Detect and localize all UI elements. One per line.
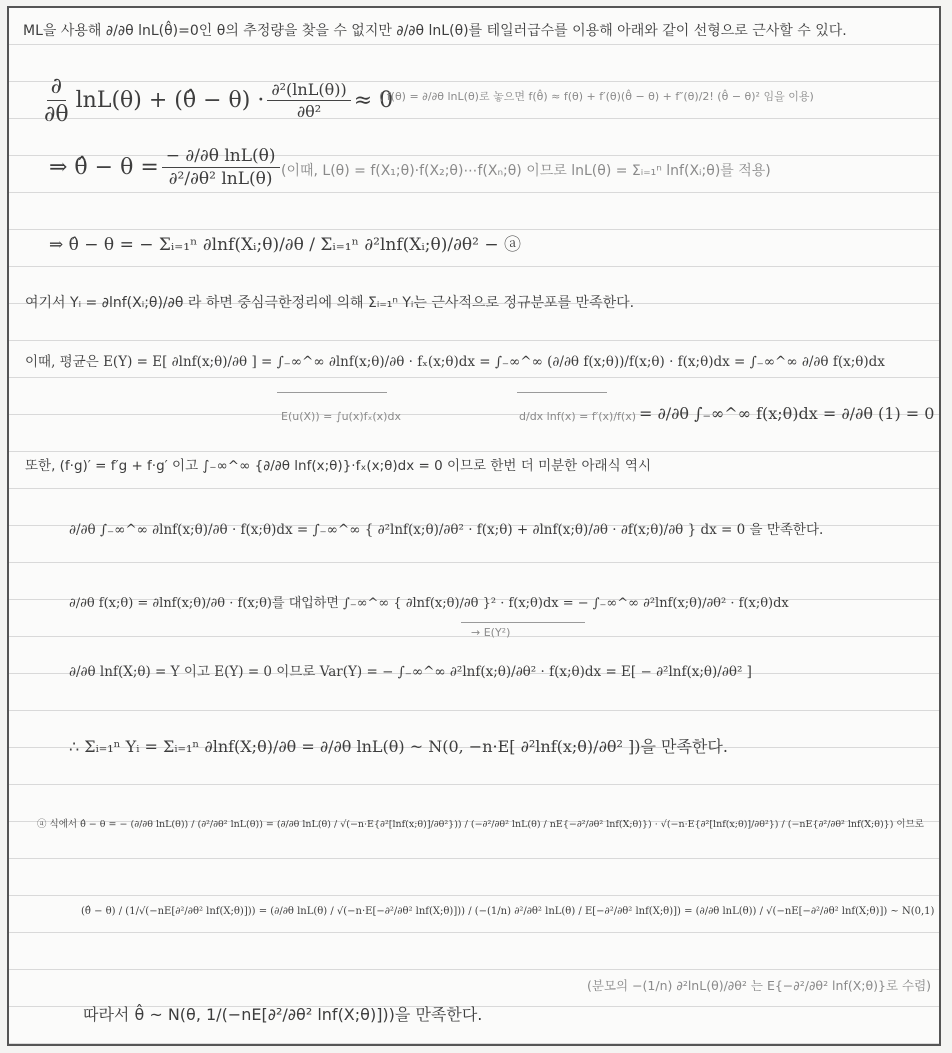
mean-derivation: 이때, 평균은 E(Y) = E[ ∂lnf(x;θ)/∂θ ] = ∫₋∞^∞ ∂lnf(x;θ)/∂θ · fₓ(x;θ)dx = ∫₋∞^∞ (∂/∂θ f(x;θ))/f(x;θ) · f(x;θ)dx = ∫₋∞^∞ ∂/∂θ f(x;θ)dx <box>25 354 885 370</box>
notebook-page <box>7 6 941 1046</box>
sum-distribution: ∴ Σᵢ₌₁ⁿ Yᵢ = Σᵢ₌₁ⁿ ∂lnf(X;θ)/∂θ = ∂/∂θ lnL(θ) ~ N(0, −n·E[ ∂²lnf(x;θ)/∂θ² ])을 만족한다. <box>69 737 728 756</box>
variance-equation: ∂/∂θ lnf(X;θ) = Y 이고 E(Y) = 0 이므로 Var(Y) = − ∫₋∞^∞ ∂²lnf(x;θ)/∂θ² · f(x;θ)dx = E[ − ∂²lnf(x;θ)/∂θ² ] <box>69 664 752 680</box>
product-rule-statement: 또한, (f·g)′ = f′g + f·g′ 이고 ∫₋∞^∞ {∂/∂θ lnf(x;θ)}·fₓ(x;θ)dx = 0 이므로 한번 더 미분한 아래식 역시 <box>25 458 652 474</box>
taylor-equation: $\frac{\partial}{\partial\theta}$ lnL(θ) + (θ̂ − θ) · $\frac{\text{∂²(lnL(θ))}}{\text{∂θ²}}$ ≈ 0 <box>44 74 394 127</box>
hint-arrow-1 <box>277 392 387 393</box>
final-conclusion: 따라서 θ̂ ~ N(θ, 1/(−nE[∂²/∂θ² lnf(X;θ)]))을 만족한다. <box>83 1005 483 1024</box>
standardized-equation: (θ̂ − θ) / (1/√(−nE[∂²/∂θ² lnf(X;θ)])) = (∂/∂θ lnL(θ) / √(−n·E[−∂²/∂θ² lnf(X;θ)])) / (−(1/n) ∂²/∂θ² lnL(θ) / E[−∂²/∂θ² lnf(X;θ)]) = (∂/∂θ lnL(θ)) / √(−nE[−∂²/∂θ² lnf(X;θ)]) ~ N(0,1) <box>81 906 935 917</box>
taylor-note: ( f(θ) = ∂/∂θ lnL(θ)로 놓으면 f(θ̂) ≈ f(θ) + f′(θ)(θ̂ − θ) + f″(θ)/2! (θ̂ − θ)² 임을 이용) <box>379 90 814 103</box>
hint-arrow-3 <box>461 622 585 623</box>
expectation-hint: E(u(X)) = ∫u(x)fₓ(x)dx <box>281 410 401 423</box>
clt-statement: 여기서 Yᵢ = ∂lnf(Xᵢ;θ)/∂θ 라 하면 중심극한정리에 의해 Σᵢ₌₁ⁿ Yᵢ는 근사적으로 정규분포를 만족한다. <box>25 295 635 311</box>
denominator-note: (분모의 −(1/n) ∂²lnL(θ)/∂θ² 는 E{−∂²/∂θ² lnf(X;θ)}로 수렴) <box>587 978 932 993</box>
equation-a: ⇒ θ̂ − θ = − Σᵢ₌₁ⁿ ∂lnf(Xᵢ;θ)/∂θ / Σᵢ₌₁ⁿ ∂²lnf(Xᵢ;θ)/∂θ² − ⓐ <box>49 235 521 255</box>
second-moment-hint: → E(Y²) <box>471 626 511 639</box>
intro-text: ML을 사용해 ∂/∂θ lnL(θ̂)=0인 θ의 추정량을 찾을 수 없지만 ∂/∂θ lnL(θ)를 테일러급수를 이용해 아래와 같이 선형으로 근사할 수 있다. <box>23 23 847 39</box>
second-derivative-equation: ∂/∂θ ∫₋∞^∞ ∂lnf(x;θ)/∂θ · f(x;θ)dx = ∫₋∞^∞ { ∂²lnf(x;θ)/∂θ² · f(x;θ) + ∂lnf(x;θ)/∂θ · ∂f(x;θ)/∂θ } dx = 0 을 만족한다. <box>69 522 824 538</box>
likelihood-note: (이때, L(θ) = f(X₁;θ)·f(X₂;θ)⋯f(Xₙ;θ) 이므로 lnL(θ) = Σᵢ₌₁ⁿ lnf(Xᵢ;θ)를 적용) <box>281 163 771 179</box>
mean-result: = ∂/∂θ ∫₋∞^∞ f(x;θ)dx = ∂/∂θ (1) = 0 <box>639 404 935 423</box>
a-equation-expansion: ⓐ 식에서 θ̂ − θ = − (∂/∂θ lnL(θ)) / (∂²/∂θ² lnL(θ)) = (∂/∂θ lnL(θ) / √(−n·E{∂²[lnf(x;θ)]/∂θ²})) / (−∂²/∂θ² lnL(θ) / nE{−∂²/∂θ² lnf(X;θ)}) · √(−n·E{∂²[lnf(x;θ)]/∂θ²}) / (−nE{∂²/∂θ² lnf(X;θ)}) 이므로 <box>37 819 924 830</box>
substitution-equation: ∂/∂θ f(x;θ) = ∂lnf(x;θ)/∂θ · f(x;θ)를 대입하면 ∫₋∞^∞ { ∂lnf(x;θ)/∂θ }² · f(x;θ)dx = − ∫₋∞^∞ ∂²lnf(x;θ)/∂θ² · f(x;θ)dx <box>69 596 789 611</box>
estimator-equation: ⇒ θ̂ − θ = $\frac{\text{− ∂/∂θ lnL(θ)}}{\text{∂²/∂θ² lnL(θ)}}$ <box>49 146 283 189</box>
log-derivative-hint: d/dx lnf(x) = f′(x)/f(x) <box>519 410 637 423</box>
hint-arrow-2 <box>517 392 607 393</box>
